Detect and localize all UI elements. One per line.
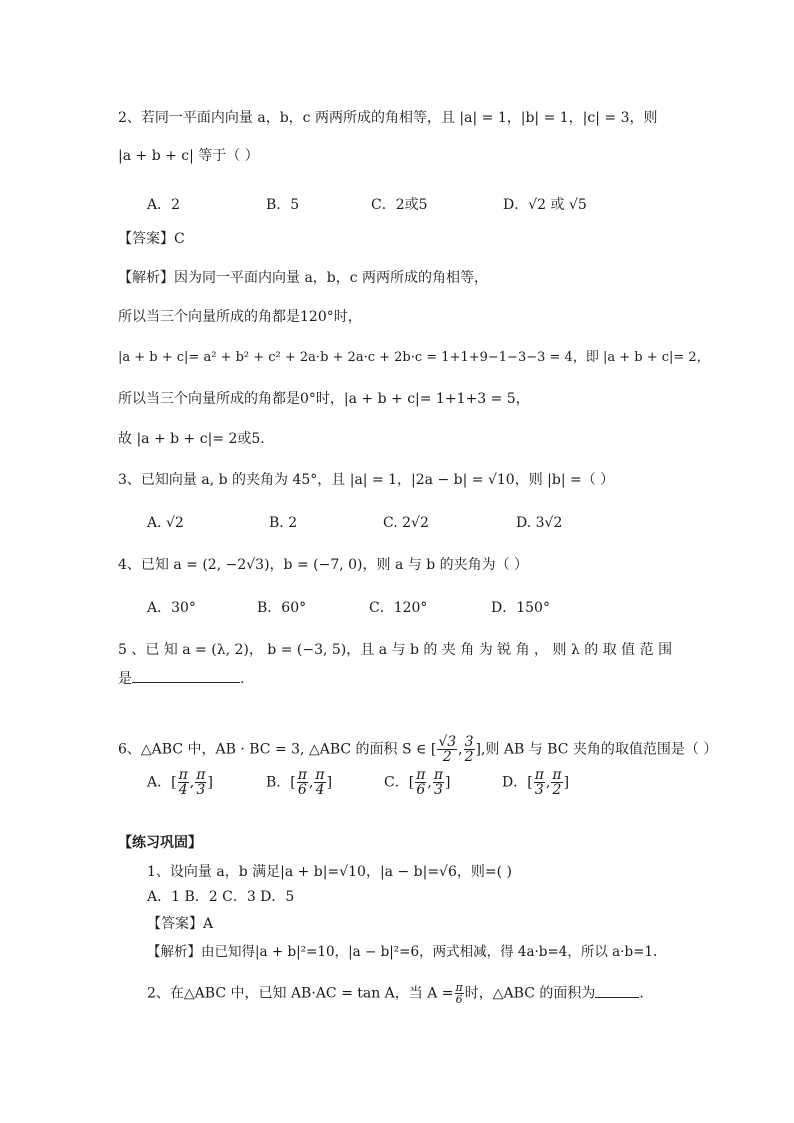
- q2-option-a: A．2: [147, 197, 181, 213]
- q6-option-b-frac1-num: π: [297, 767, 307, 783]
- q6-option-a-frac2-num: π: [196, 767, 206, 783]
- practice-q2-stem-a: 2、在△ABC 中，已知 AB·AC = tan A，当 A =: [147, 985, 454, 1002]
- q2-stem-line1: 2、若同一平面内向量 a，b，c 两两所成的角相等，且 |a| = 1，|b| = 1，|c| = 3，则: [118, 110, 658, 126]
- q6-option-a-frac2-den: 3: [196, 782, 206, 798]
- q6-stem-c: ],则 AB 与 BC 夹角的取值范围是（ ）: [475, 741, 718, 758]
- q6-option-b-frac2: [314, 768, 325, 797]
- q6-stem-a: 6、△ABC 中，: [118, 741, 216, 758]
- practice-q1-options: A．1 B．2 C．3 D．5: [147, 889, 295, 905]
- q6-option-b-frac1: [297, 768, 308, 797]
- q4-option-b: B．60°: [257, 600, 307, 616]
- practice-q2-answer-blank[interactable]: [595, 983, 639, 998]
- practice-q2-frac-den: 6: [455, 993, 463, 1006]
- q3-option-d: D. 3√2: [516, 515, 563, 531]
- q6-option-c-label: C．: [384, 774, 409, 791]
- q6-option-d-frac2-num: π: [552, 767, 562, 783]
- q6-option-c-frac2-num: π: [433, 767, 444, 783]
- q4-option-a: A．30°: [147, 600, 196, 616]
- q3-option-a: A. √2: [147, 515, 184, 531]
- practice-q2-fraction: [455, 982, 464, 1005]
- q2-analysis-line2: 所以当三个向量所成的角都是120°时，: [118, 309, 362, 325]
- q6-option-d-frac1-den: 3: [534, 782, 544, 798]
- q6-option-d-frac2: [551, 768, 562, 797]
- q6-option-b-frac2-den: 4: [315, 782, 325, 798]
- q6-option-c-frac1: [415, 768, 426, 797]
- q6-area-lower-num: √3: [438, 734, 457, 750]
- practice-q1-answer: 【答案】A: [147, 916, 214, 932]
- q5-end-mark: .: [240, 671, 245, 687]
- q6-option-d-frac2-den: 2: [552, 782, 562, 798]
- q6-option-a-frac1-den: 4: [178, 782, 188, 798]
- practice-q1-analysis: 【解析】由已知得|a + b|²=10，|a − b|²=6，两式相减，得 4a·b=4，所以 a·b=1.: [147, 944, 658, 960]
- q6-option-a-label: A．: [147, 774, 172, 791]
- q6-option-c-frac2-den: 3: [433, 782, 443, 798]
- practice-q1-stem: 1、设向量 a，b 满足|a + b|=√10，|a − b|=√6，则=( ): [147, 864, 512, 880]
- q5-stem-end: [118, 668, 244, 689]
- q6-option-d: D．[ $\frac{\pi}{3}$ , $\frac{\pi}{2}$ ]: [502, 767, 570, 798]
- q6-stem: 6、△ABC 中，AB · BC = 3, △ABC 的面积 S ∈ [ $\frac{√3}{2}$ , $\frac{3}{2}$ ],则 AB 与 BC 夹角的取值范围是（ ）: [118, 734, 718, 765]
- q6-area-upper-num: 3: [464, 734, 474, 750]
- q2-analysis-line3: |a + b + c|= a² + b² + c² + 2a·b + 2a·c + 2b·c = 1+1+9−1−3−3 = 4，即 |a + b + c|= 2，: [118, 350, 710, 365]
- practice-q2-end: .: [639, 985, 644, 1002]
- q6-option-a-frac2: [195, 768, 206, 797]
- q5-stem: 5 、已 知 a = (λ, 2)， b = (−3, 5)，且 a 与 b 的 夹 角 为 锐 角 ， 则 λ 的 取 值 范 围: [118, 642, 673, 658]
- q2-option-b: B．5: [266, 197, 300, 213]
- q3-option-b: B. 2: [269, 515, 298, 531]
- q6-area-upper-fraction: [464, 735, 475, 764]
- q6-area-lower-fraction: [437, 735, 457, 764]
- q6-option-b-frac2-num: π: [315, 767, 325, 783]
- q2-option-c: C．2或5: [371, 197, 428, 213]
- q6-option-b-label: B．: [266, 774, 291, 791]
- q2-analysis-line1: 【解析】因为同一平面内向量 a，b，c 两两所成的角相等，: [118, 270, 489, 286]
- q6-stem-b: AB · BC = 3, △ABC 的面积 S ∈ [: [215, 741, 437, 758]
- q3-option-c: C. 2√2: [383, 515, 429, 531]
- q2-analysis-line5: 故 |a + b + c|= 2或5.: [118, 431, 265, 447]
- q4-option-c: C．120°: [369, 600, 428, 616]
- q6-option-d-frac1-num: π: [534, 767, 544, 783]
- q6-option-c-frac1-den: 6: [416, 782, 426, 798]
- practice-header: 【练习巩固】: [118, 835, 202, 851]
- q4-option-d: D．150°: [491, 600, 550, 616]
- q2-analysis-line4: 所以当三个向量所成的角都是0°时，|a + b + c|= 1+1+3 = 5，: [118, 391, 530, 407]
- practice-q2-frac-num: π: [455, 981, 463, 994]
- practice-q2-stem: [147, 982, 644, 1005]
- q6-option-c: C．[ $\frac{\pi}{6}$ , $\frac{\pi}{3}$ ]: [384, 767, 451, 798]
- q2-answer: 【答案】C: [118, 231, 185, 247]
- q6-option-c-frac1-num: π: [416, 767, 426, 783]
- q4-stem: 4、已知 a = (2, −2√3)，b = (−7, 0)，则 a 与 b 的夹角为（ ）: [118, 557, 529, 573]
- q2-stem-line2: |a + b + c| 等于（ ）: [118, 148, 259, 164]
- q5-stem-end-text: 是: [118, 671, 132, 687]
- q3-stem: 3、已知向量 a, b 的夹角为 45°，且 |a| = 1，|2a − b| = √10，则 |b| =（ ）: [118, 472, 615, 488]
- q6-option-c-frac2: [433, 768, 444, 797]
- q6-option-b-frac1-den: 6: [297, 782, 307, 798]
- practice-q2-stem-b: 时，△ABC 的面积为: [464, 985, 596, 1002]
- q6-option-a: A．[ $\frac{\pi}{4}$ , $\frac{\pi}{3}$ ]: [147, 767, 213, 798]
- q2-option-d: D．√2 或 √5: [503, 197, 587, 213]
- q6-area-upper-den: 2: [464, 749, 474, 765]
- q6-option-a-frac1: [178, 768, 189, 797]
- q6-option-d-frac1: [534, 768, 545, 797]
- q6-option-d-label: D．: [502, 774, 528, 791]
- q6-area-lower-den: 2: [442, 749, 452, 765]
- q6-option-a-frac1-num: π: [178, 767, 188, 783]
- q5-answer-blank[interactable]: [132, 668, 240, 683]
- q6-option-b: B．[ $\frac{\pi}{6}$ , $\frac{\pi}{4}$ ]: [266, 767, 333, 798]
